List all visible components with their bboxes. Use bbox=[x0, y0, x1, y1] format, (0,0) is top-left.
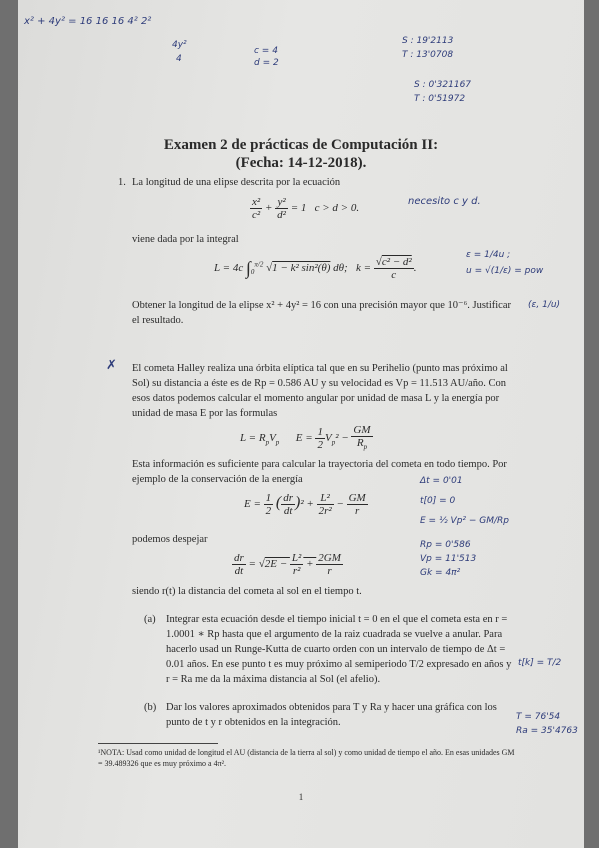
handwritten-s2: S : 0'321167 bbox=[414, 80, 472, 90]
handwritten-E: E = ½ Vp² − GM/Rp bbox=[420, 516, 510, 526]
handwritten-note-4: 4 bbox=[176, 54, 182, 64]
title-line-1: Examen 2 de prácticas de Computación II: bbox=[163, 137, 439, 153]
handwritten-Vp: Vp = 11'513 bbox=[420, 554, 477, 564]
ellipse-equation: $\frac{\text{x²}}{\text{c²}}$ + $\frac{\text{y²}}{\text{d²}}$ = 1 c > d > 0. bbox=[252, 196, 360, 221]
handwritten-necesito: necesito c y d. bbox=[408, 196, 481, 207]
handwritten-t0: t[0] = 0 bbox=[420, 496, 456, 506]
exam-page bbox=[18, 0, 584, 848]
energy-equation: E = $\frac{1}{2}$ ( $\frac{dr}{dt}$ )² + $\frac{\text{L²}}{\text{2r²}}$ − $\frac{GM}{r}$ bbox=[244, 492, 366, 517]
handwritten-tk: t[k] = T/2 bbox=[518, 658, 562, 668]
angular-energy-formulas: $L = R_pV_p$ E = $\frac{1}{2}$ $V_p^2$ − $\frac{GM}{R_p}$ bbox=[240, 424, 371, 452]
checkmark-icon: ✗ bbox=[106, 358, 117, 373]
problem-1-number: 1. bbox=[118, 177, 126, 188]
footnote: ¹NOTA: Usad como unidad de longitud el AU (distancia de la tierra al sol) y como unidad de tiempo el año. En esas unidades GM = 39.489326 que es muy próximo a 4π². bbox=[98, 748, 515, 768]
handwritten-dt: Δt = 0'01 bbox=[420, 476, 463, 486]
drdt-equation: $\frac{dr}{dt}$ = √2E − $\frac{\text{L²}}{\text{r²}}$ + $\frac{2GM}{r}$ bbox=[234, 552, 341, 577]
page-number: 1 bbox=[298, 792, 304, 802]
handwritten-pair: (ε, 1/u) bbox=[528, 300, 561, 310]
handwritten-Gk: Gk = 4π² bbox=[420, 568, 461, 578]
r-description: siendo r(t) la distancia del cometa al sol en el tiempo t. bbox=[132, 586, 362, 597]
handwritten-eps: ε = 1/4u ; bbox=[466, 250, 511, 260]
part-b-label: (b) bbox=[144, 702, 157, 713]
exam-title bbox=[18, 136, 584, 172]
integral-intro: viene dada por la integral bbox=[132, 234, 239, 245]
handwritten-u: u = √(1/ε) = pow bbox=[466, 266, 544, 276]
handwritten-c-value: c = 4 bbox=[254, 46, 278, 56]
title-line-2: (Fecha: 14-12-2018). bbox=[235, 155, 367, 171]
footnote-rule bbox=[98, 743, 218, 744]
problem-1-intro: La longitud de una elipse descrita por la ecuación bbox=[132, 177, 341, 188]
handwritten-s1: S : 19'2113 bbox=[402, 36, 454, 46]
part-a-text: Integrar esta ecuación desde el tiempo inicial t = 0 en el que el cometa esta en r = 1.0001 ∗ Rp hasta que el argumento de la raiz cuadrada se vuelve a anular. Para hacerlo usad un Runge-Kutta de cuarto orden con un intervalo de tiempo de Δt = 0.01 años. En ese punto t es muy próximo al semiperiodo T/2 expresado en años y r = Ra me da la máxima distancia al Sol (el afelio). bbox=[166, 614, 512, 685]
problem-1-task: Obtener la longitud de la elipse x² + 4y² = 16 con una precisión mayor que 10⁻⁶. Justificar el resultado. bbox=[132, 300, 511, 326]
handwritten-note-4y2: 4y² bbox=[172, 40, 187, 50]
handwritten-T: T = 76'54 bbox=[516, 712, 561, 722]
handwritten-Rp: Rp = 0'586 bbox=[420, 540, 471, 550]
problem-2-intro: El cometa Halley realiza una órbita elíptica tal que en su Perihelio (punto mas próximo al Sol) su distancia a éste es de Rp = 0.586 AU y su velocidad es Vp = 11.513 AU/año. Con esos datos podemos calcular el momento angular por unidad de masa L y la energía por unidad de masa E por las formulas bbox=[132, 363, 508, 419]
handwritten-t1: T : 13'0708 bbox=[402, 50, 454, 60]
handwritten-equation-top: x² + 4y² = 16 16 16 4² 2² bbox=[24, 16, 152, 27]
handwritten-d-value: d = 2 bbox=[254, 58, 279, 68]
part-b-text: Dar los valores aproximados obtenidos para T y Ra y hacer una gráfica con los punto de t y r obtenidos en la integración. bbox=[166, 702, 497, 728]
part-a-label: (a) bbox=[144, 614, 156, 625]
conservation-intro: Esta información es suficiente para calcular la trayectoria del cometa en todo tiempo. Por ejemplo de la conservación de la energía bbox=[132, 459, 507, 485]
integral-equation: L = 4c $\int_0^{\pi/2}$ √1 − k² sin²(θ) dθ; k = $\frac{\text{√c² − d²}}{c}$ . bbox=[214, 256, 417, 281]
handwritten-Ra: Ra = 35'4763 bbox=[516, 726, 578, 736]
despejar-text: podemos despejar bbox=[132, 534, 208, 545]
handwritten-t2: T : 0'51972 bbox=[414, 94, 466, 104]
